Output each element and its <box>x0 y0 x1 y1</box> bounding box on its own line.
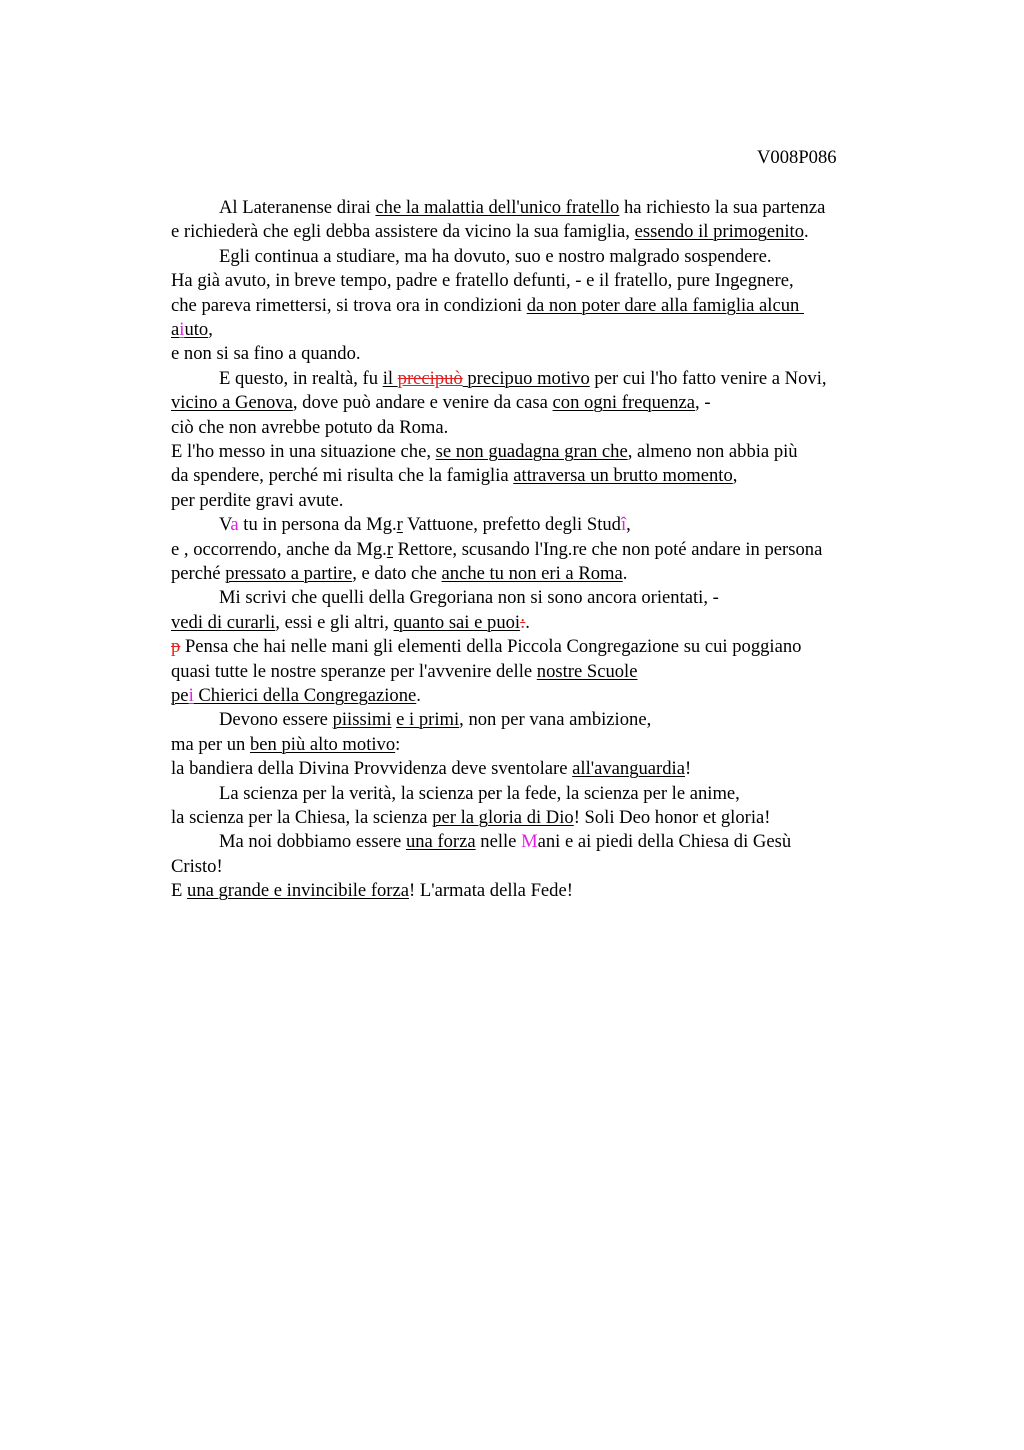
text-run: uto <box>184 319 209 340</box>
text-run: Egli continua a studiare, ma ha dovuto, suo e nostro malgrado sospendere. <box>219 245 772 267</box>
text-run: E questo, in realtà, fu <box>219 367 383 389</box>
text-run: se non guadagna gran che <box>435 441 628 462</box>
text-run: ! Soli Deo honor et gloria! <box>573 807 771 828</box>
text-run: Al Lateranense dirai <box>219 197 376 218</box>
text-run: Pensa che hai nelle mani gli elementi della Piccola Congregazione su cui poggiano <box>180 636 802 658</box>
text-line <box>171 660 637 684</box>
text-run: . <box>525 611 530 633</box>
text-run: anche tu non eri a Roma <box>441 563 623 584</box>
text-line <box>171 879 573 903</box>
text-line <box>171 342 361 366</box>
text-run: . <box>804 221 809 243</box>
text-line <box>171 635 801 659</box>
document-id: V008P086 <box>757 147 837 168</box>
text-run: la scienza per la Chiesa, la scienza <box>171 807 433 828</box>
text-run: tu in persona da Mg. <box>238 514 397 536</box>
text-run: i <box>188 685 194 706</box>
text-line <box>171 782 740 806</box>
text-line <box>171 586 719 610</box>
text-run: ! L'armata della Fede! <box>409 880 573 902</box>
text-run: nelle <box>475 831 522 853</box>
text-run: e , occorrendo, anche da Mg. <box>171 538 387 560</box>
text-run: ben più alto motivo <box>250 733 396 755</box>
text-run: pressato a partire <box>225 563 353 584</box>
text-run: , <box>626 514 631 536</box>
text-run: p <box>171 636 181 658</box>
text-run: , dove può andare e venire da casa <box>292 392 553 414</box>
text-line <box>171 855 223 879</box>
text-run: il <box>382 367 398 389</box>
text-run: quasi tutte le nostre speranze per l'avvenire delle <box>171 660 537 682</box>
text-line <box>171 196 825 220</box>
text-run: Chierici della Congregazione <box>193 685 417 706</box>
text-run: la bandiera della Divina Provvidenza deve sventolare <box>171 758 573 780</box>
text-run: pe <box>171 685 189 706</box>
text-run: nostre Scuole <box>536 660 638 682</box>
text-run: E l'ho messo in una situazione che, <box>171 441 436 462</box>
text-line <box>171 220 809 244</box>
text-line <box>171 416 448 440</box>
text-run: precipuò <box>397 367 463 389</box>
text-line <box>171 830 791 854</box>
text-run: e non si sa fino a quando. <box>171 343 361 365</box>
text-run: La scienza per la verità, la scienza per la fede, la scienza per le anime, <box>219 782 740 804</box>
text-run: ! <box>684 758 692 780</box>
text-run: per la gloria di Dio <box>432 807 574 828</box>
text-run: Cristo! <box>171 855 223 877</box>
text-run: : <box>520 611 526 633</box>
text-line <box>171 684 421 708</box>
text-run: i <box>179 319 185 340</box>
text-run: essendo il primogenito <box>634 221 804 243</box>
text-line <box>171 513 631 537</box>
text-line <box>171 269 794 293</box>
text-run: con ogni frequenza <box>552 392 696 414</box>
text-run: î <box>620 514 627 536</box>
text-line <box>171 464 737 488</box>
text-run: piissimi <box>332 709 392 731</box>
text-run: , essi e gli altri, <box>275 611 394 633</box>
text-run: . <box>416 685 421 706</box>
text-line <box>171 538 822 562</box>
text-run: che pareva rimettersi, si trova ora in condizioni <box>171 294 527 316</box>
text-line <box>171 318 213 342</box>
text-run: , almeno non abbia più <box>627 441 798 462</box>
text-run: attraversa un brutto momento <box>513 465 733 487</box>
text-run: , e dato che <box>352 563 442 584</box>
text-run: precipuo motivo <box>462 367 590 389</box>
text-run: ha richiesto la sua partenza <box>619 197 826 218</box>
text-run: per perdite gravi avute. <box>171 489 344 511</box>
text-run: perché <box>171 563 226 584</box>
text-run: ma per un <box>171 733 250 755</box>
text-line <box>171 367 827 391</box>
text-run: che la malattia dell'unico fratello <box>375 197 620 218</box>
text-run: , - <box>695 392 711 414</box>
text-line <box>171 562 627 586</box>
text-run: una forza <box>405 831 476 853</box>
text-line <box>171 733 400 757</box>
text-run: per cui l'ho fatto venire a Novi, <box>589 367 827 389</box>
text-run: , <box>732 465 738 487</box>
text-run: da spendere, perché mi risulta che la famiglia <box>171 465 514 487</box>
text-run: E <box>171 880 188 902</box>
text-line <box>171 245 772 269</box>
text-run: vicino a Genova <box>171 392 293 414</box>
text-line <box>171 294 804 318</box>
text-run: Vattuone, prefetto degli Stud <box>402 514 621 536</box>
text-run: V <box>219 514 231 536</box>
text-run: a <box>171 319 180 340</box>
text-run: Rettore, scusando l'Ing.re che non poté andare in persona <box>393 538 823 560</box>
text-run: Mi scrivi che quelli della Gregoriana non si sono ancora orientati, - <box>219 587 719 609</box>
text-line <box>171 611 530 635</box>
text-line <box>171 391 711 415</box>
text-run: , <box>208 319 213 340</box>
text-run: vedi di curarli <box>171 611 276 633</box>
text-run: all'avanguardia <box>572 758 685 780</box>
text-line <box>171 708 651 732</box>
text-line <box>171 757 691 781</box>
text-run: r <box>386 538 394 560</box>
text-run: Ma noi dobbiamo essere <box>219 831 406 853</box>
text-run: quanto sai e puoi <box>393 611 521 633</box>
text-run: ani e ai piedi della Chiesa di Gesù <box>537 831 792 853</box>
text-run: da non poter dare alla famiglia alcun <box>526 294 804 316</box>
text-line <box>171 806 770 830</box>
text-run: r <box>396 514 403 536</box>
text-run: una grande e invincibile forza <box>187 880 410 902</box>
text-line <box>171 489 343 513</box>
text-run: Ha già avuto, in breve tempo, padre e fratello defunti, - e il fratello, pure Ingegnere, <box>171 270 794 292</box>
text-run: e richiederà che egli debba assistere da vicino la sua famiglia, <box>171 221 635 243</box>
text-run: a <box>230 514 239 536</box>
text-run: . <box>622 563 628 584</box>
text-run: e i primi <box>396 709 460 731</box>
text-run: Devono essere <box>219 709 333 731</box>
text-run: , non per vana ambizione, <box>459 709 652 731</box>
text-line <box>171 440 798 464</box>
text-run: ciò che non avrebbe potuto da Roma. <box>171 416 449 438</box>
text-run: M <box>521 831 538 853</box>
text-run: : <box>395 733 401 755</box>
